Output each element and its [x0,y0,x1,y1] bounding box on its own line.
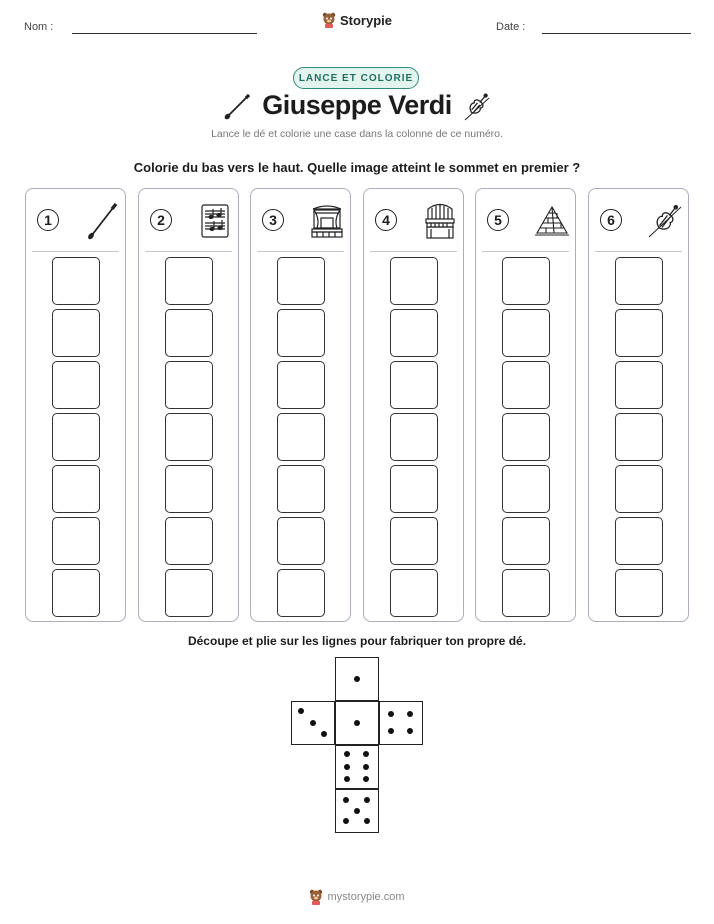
theater-stage-icon [309,201,345,241]
color-box[interactable] [277,361,325,409]
color-box[interactable] [390,517,438,565]
dice-face-3 [291,701,335,745]
column-number: 5 [487,209,509,231]
dice-face-6 [335,745,379,789]
footer-url: mystorypie.com [327,891,405,903]
dice-pip [343,797,349,803]
dice-pip [364,797,370,803]
column-1 [25,188,126,622]
color-box[interactable] [52,517,100,565]
dice-pip [298,708,304,714]
page-title: Giuseppe Verdi [262,90,452,120]
column-divider [482,251,569,252]
column-divider [32,251,119,252]
footer-bear-icon [309,889,323,905]
color-box[interactable] [390,361,438,409]
column-number: 6 [600,209,622,231]
activity-badge: LANCE ET COLORIE [293,67,419,89]
storypie-bear-icon [322,12,336,28]
footer [0,889,714,905]
color-box[interactable] [277,413,325,461]
column-number: 1 [37,209,59,231]
column-6 [588,188,689,622]
coloring-instruction: Colorie du bas vers le haut. Quelle image atteint le sommet en premier ? [133,160,581,175]
dice-pip [407,711,413,717]
color-box[interactable] [165,309,213,357]
dice-instruction: Découpe et plie sur les lignes pour fabriquer ton propre dé. [187,634,527,648]
color-box[interactable] [277,569,325,617]
color-box[interactable] [502,569,550,617]
name-label: Nom : [24,21,54,33]
name-line [72,33,257,34]
column-divider [370,251,457,252]
column-3 [250,188,351,622]
dice-pip [344,751,350,757]
dice-pip [388,728,394,734]
column-divider [257,251,344,252]
violin-icon [647,201,683,241]
color-box[interactable] [277,257,325,305]
dice-face-5 [335,789,379,833]
page-subtitle: Lance le dé et colorie une case dans la colonne de ce numéro. [211,128,503,140]
color-box[interactable] [277,309,325,357]
dice-face-4 [379,701,423,745]
pipe-organ-icon [422,201,458,241]
color-box[interactable] [165,361,213,409]
color-box[interactable] [502,517,550,565]
dice-pip [344,776,350,782]
column-5 [475,188,576,622]
color-box[interactable] [165,257,213,305]
dice-pip [388,711,394,717]
dice-pip [354,808,360,814]
column-divider [595,251,682,252]
column-2 [138,188,239,622]
pyramid-icon [534,201,570,241]
dice-pip [354,720,360,726]
color-box[interactable] [52,309,100,357]
color-box[interactable] [615,517,663,565]
dice-pip [363,776,369,782]
color-box[interactable] [615,257,663,305]
color-box[interactable] [615,361,663,409]
sheet-music-icon [197,201,233,241]
color-box[interactable] [615,569,663,617]
dice-pip [364,818,370,824]
dice-pip [321,731,327,737]
dice-pip [344,764,350,770]
dice-pip [354,676,360,682]
color-box[interactable] [165,517,213,565]
color-box[interactable] [502,309,550,357]
color-box[interactable] [165,465,213,513]
dice-pip [343,818,349,824]
brand-name: Storypie [339,12,392,28]
color-box[interactable] [165,569,213,617]
color-box[interactable] [277,465,325,513]
color-box[interactable] [615,465,663,513]
brand [0,12,714,28]
date-line [542,33,691,34]
baton-icon [84,201,120,241]
dice-face-1 [335,657,379,701]
dice-face-1 [335,701,379,745]
color-box[interactable] [615,413,663,461]
dice-pip [363,764,369,770]
dice-pip [363,751,369,757]
color-box[interactable] [52,569,100,617]
color-box[interactable] [615,309,663,357]
color-box[interactable] [502,465,550,513]
color-box[interactable] [52,413,100,461]
dice-pip [407,728,413,734]
color-box[interactable] [502,361,550,409]
color-box[interactable] [390,413,438,461]
title-violin-icon [459,90,493,124]
color-box[interactable] [52,257,100,305]
column-number: 4 [375,209,397,231]
color-box[interactable] [165,413,213,461]
date-label: Date : [496,21,526,33]
color-box[interactable] [390,309,438,357]
color-box[interactable] [52,465,100,513]
column-number: 2 [150,209,172,231]
color-box[interactable] [52,361,100,409]
color-box[interactable] [277,517,325,565]
color-box[interactable] [502,257,550,305]
color-box[interactable] [390,257,438,305]
color-box[interactable] [502,413,550,461]
dice-pip [310,720,316,726]
color-box[interactable] [390,465,438,513]
column-4 [363,188,464,622]
column-divider [145,251,232,252]
color-box[interactable] [390,569,438,617]
column-number: 3 [262,209,284,231]
